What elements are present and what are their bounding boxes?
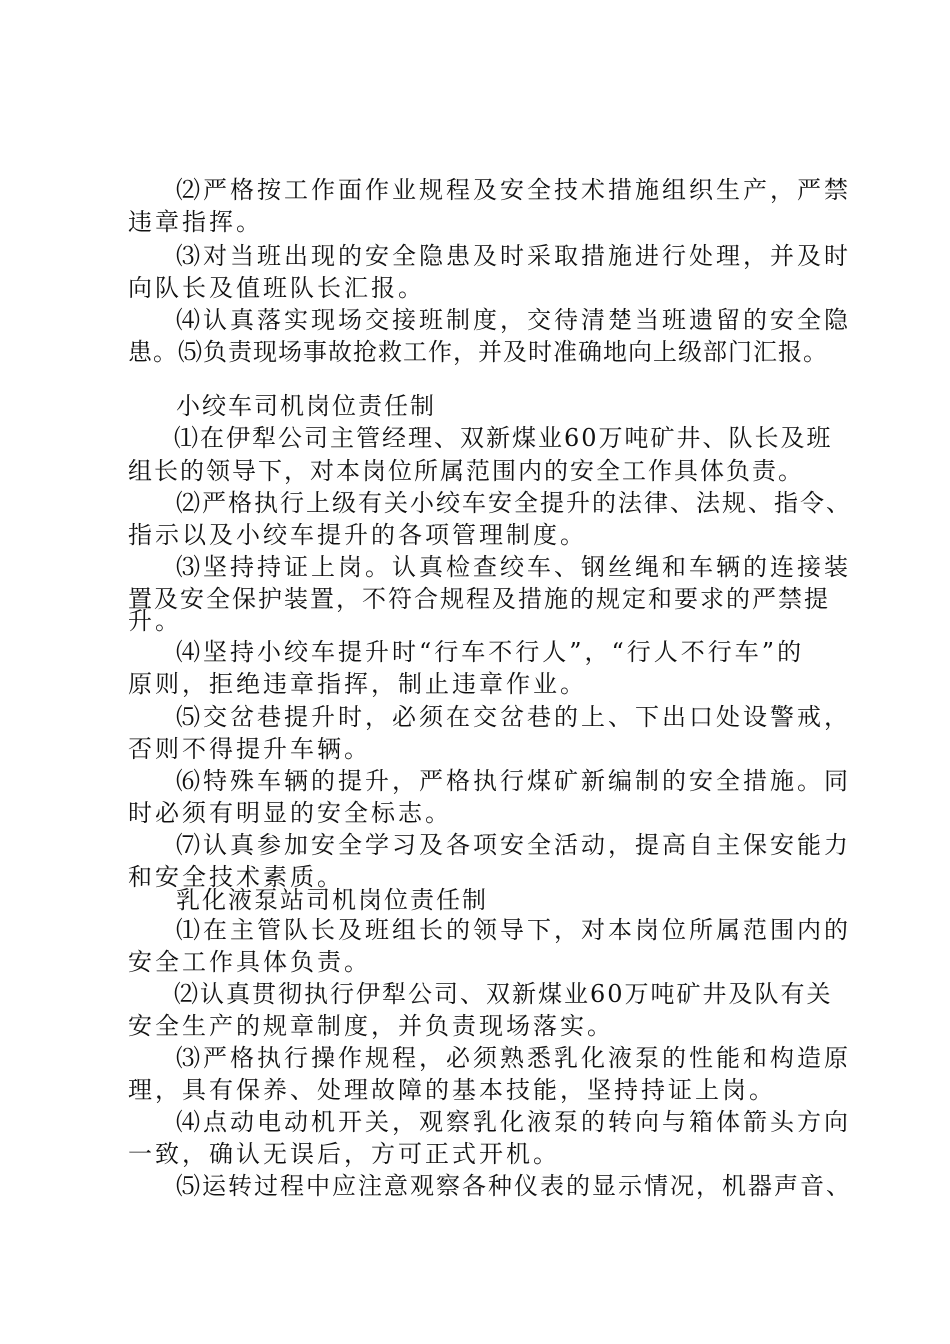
paragraph-line: ⑶坚持持证上岗。认真检查绞车、钢丝绳和车辆的连接装 xyxy=(176,553,851,581)
paragraph-line: ⑸运转过程中应注意观察各种仪表的显示情况，机器声音、 xyxy=(176,1172,852,1200)
paragraph-line: ⑷点动电动机开关，观察乳化液泵的转向与箱体箭头方向 xyxy=(176,1108,851,1136)
paragraph-line: ⑹特殊车辆的提升，严格执行煤矿新编制的安全措施。同 xyxy=(176,767,851,795)
paragraph-line: ⑺认真参加安全学习及各项安全活动，提高自主保安能力 xyxy=(176,831,851,859)
paragraph-line: ⑵认真贯彻执行伊犁公司、双新煤业60万吨矿井及队有关 xyxy=(174,980,833,1008)
paragraph-line: 理，具有保养、处理故障的基本技能，坚持持证上岗。 xyxy=(128,1076,776,1104)
paragraph-line: ⑵严格按工作面作业规程及安全技术措施组织生产，严禁 xyxy=(176,176,851,204)
paragraph-line: 原则，拒绝违章指挥，制止违章作业。 xyxy=(128,670,587,698)
section-heading: 小绞车司机岗位责任制 xyxy=(176,392,436,420)
paragraph-line: ⑷坚持小绞车提升时“行车不行人”，“行人不行车”的 xyxy=(176,638,805,666)
paragraph-line: ⑸交岔巷提升时，必须在交岔巷的上、下出口处设警戒， xyxy=(176,703,851,731)
paragraph-line: ⑴在伊犁公司主管经理、双新煤业60万吨矿井、队长及班 xyxy=(174,424,833,452)
paragraph-line: 向队长及值班队长汇报。 xyxy=(128,274,425,302)
paragraph-line: 时必须有明显的安全标志。 xyxy=(128,799,452,827)
paragraph-line: ⑷认真落实现场交接班制度，交待清楚当班遗留的安全隐 xyxy=(176,306,851,334)
section-heading: 乳化液泵站司机岗位责任制 xyxy=(176,886,488,914)
paragraph-line: 安全工作具体负责。 xyxy=(128,948,371,976)
paragraph-line: 安全生产的规章制度，并负责现场落实。 xyxy=(128,1012,614,1040)
paragraph-line: 患。⑸负责现场事故抢救工作，并及时准确地向上级部门汇报。 xyxy=(128,338,828,366)
paragraph-line: 和安全技术素质。 xyxy=(128,863,344,891)
paragraph-line: 否则不得提升车辆。 xyxy=(128,735,371,763)
paragraph-line: 一致，确认无误后，方可正式开机。 xyxy=(128,1140,560,1168)
paragraph-line: ⑵严格执行上级有关小绞车安全提升的法律、法规、指令、 xyxy=(176,489,852,517)
paragraph-line: 升。 xyxy=(128,607,182,635)
paragraph-line: ⑶严格执行操作规程，必须熟悉乳化液泵的性能和构造原 xyxy=(176,1044,851,1072)
paragraph-line: 置及安全保护装置，不符合规程及措施的规定和要求的严禁提 xyxy=(128,585,830,613)
paragraph-line: 指示以及小绞车提升的各项管理制度。 xyxy=(128,521,587,549)
paragraph-line: ⑴在主管队长及班组长的领导下，对本岗位所属范围内的 xyxy=(176,916,851,944)
paragraph-line: 组长的领导下，对本岗位所属范围内的安全工作具体负责。 xyxy=(128,457,804,485)
paragraph-line: 违章指挥。 xyxy=(128,208,263,236)
paragraph-line: ⑶对当班出现的安全隐患及时采取措施进行处理，并及时 xyxy=(176,242,851,270)
